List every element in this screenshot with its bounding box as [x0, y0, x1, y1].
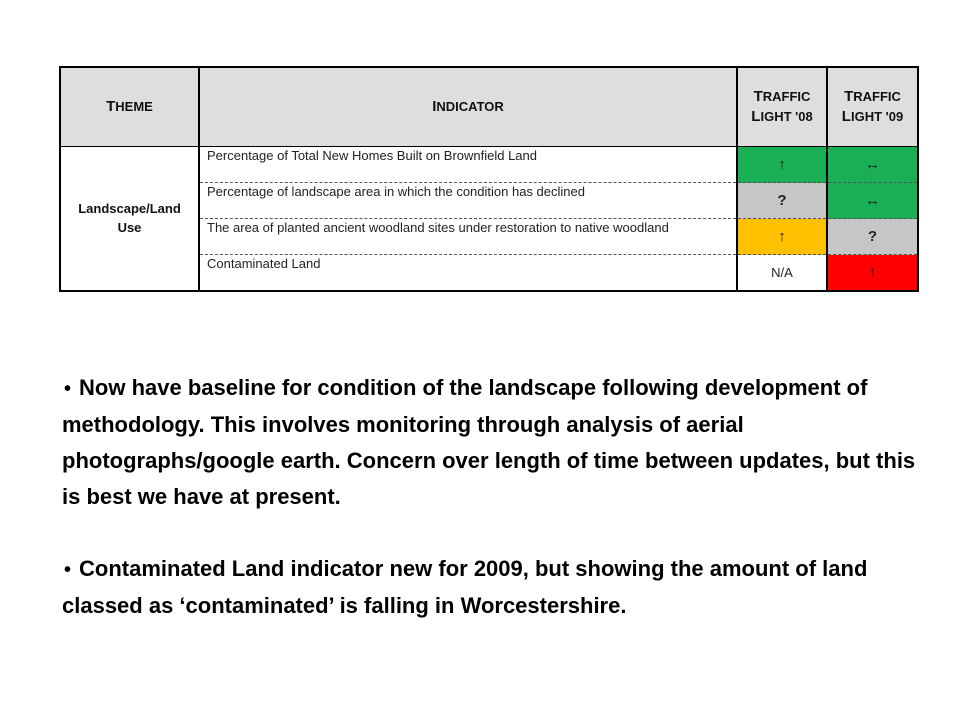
traffic-light-08-cell	[737, 255, 827, 291]
table-header-row	[60, 67, 918, 147]
indicator-cell: Percentage of Total New Homes Built on Brownfield Land	[199, 147, 737, 183]
bullet-item	[62, 370, 932, 515]
question-mark-icon: ?	[777, 192, 787, 209]
traffic-light-09-cell	[827, 219, 918, 255]
theme-cell-landscape: Landscape/Land Use	[60, 147, 199, 291]
traffic-light-09-cell	[827, 183, 918, 219]
bullet-text: Now have baseline for condition of the landscape following development of methodology. This involves monitoring through analysis of aerial photographs/google earth. Concern over length of time between updates, but this is best we have at present.	[62, 375, 916, 509]
up-arrow-icon: ↑	[778, 228, 786, 245]
traffic-light-08-cell	[737, 183, 827, 219]
header-theme: THEME	[60, 67, 199, 147]
up-arrow-icon: ↑	[868, 263, 877, 281]
traffic-light-08-cell	[737, 147, 827, 183]
bullet-dot-icon: •	[64, 559, 72, 581]
header-traffic-light-08: TRAFFIC LIGHT '08	[737, 67, 827, 147]
question-mark-icon: ?	[867, 228, 878, 245]
not-applicable-label: N/A	[771, 264, 793, 280]
bullet-list	[62, 370, 932, 624]
table-row	[60, 147, 918, 183]
indicator-table-wrapper	[59, 66, 917, 292]
header-indicator: INDICATOR	[199, 67, 737, 147]
traffic-light-09-cell	[827, 255, 918, 291]
bullet-dot-icon: •	[64, 378, 72, 400]
traffic-light-09-cell	[827, 147, 918, 183]
indicator-cell: Contaminated Land	[199, 255, 737, 291]
left-right-arrow-icon: ↔	[865, 192, 880, 209]
left-right-arrow-icon: ↔	[865, 156, 880, 173]
indicator-table	[59, 66, 919, 292]
indicator-cell: Percentage of landscape area in which the condition has declined	[199, 183, 737, 219]
bullet-text: Contaminated Land indicator new for 2009, but showing the amount of land classed as ‘contaminated’ is falling in Worcestershire.	[62, 556, 868, 618]
up-arrow-icon: ↑	[778, 156, 786, 173]
traffic-light-08-cell	[737, 219, 827, 255]
header-traffic-light-09: TRAFFIC LIGHT '09	[827, 67, 918, 147]
bullet-item	[62, 551, 932, 624]
indicator-cell: The area of planted ancient woodland sites under restoration to native woodland	[199, 219, 737, 255]
